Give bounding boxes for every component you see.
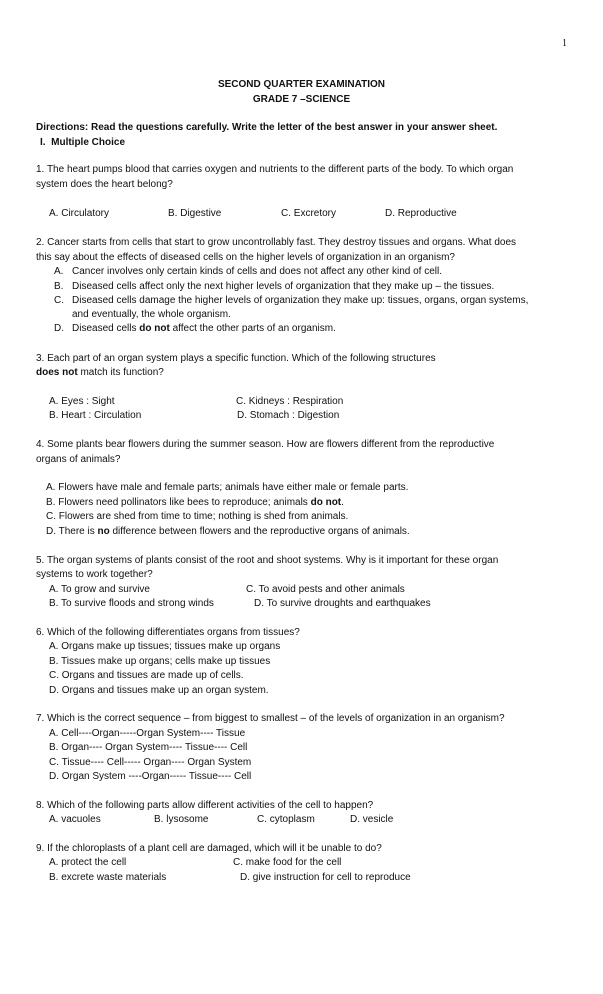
option-d: D. vesicle (350, 814, 394, 825)
option-c: C. To avoid pests and other animals (246, 584, 405, 595)
exam-subtitle: GRADE 7 –SCIENCE (252, 94, 351, 105)
option-b: B. To survive floods and strong winds (49, 598, 214, 609)
option-d: D. Organ System ----Organ----- Tissue---- Cell (49, 771, 252, 782)
exam-title: SECOND QUARTER EXAMINATION (217, 79, 386, 90)
option-d: D. To survive droughts and earthquakes (254, 598, 431, 609)
option-c: C. Kidneys : Respiration (236, 396, 344, 407)
option-a: A. To grow and survive (49, 584, 150, 595)
option-d: D. Stomach : Digestion (237, 410, 340, 421)
option-letter-b: B. (54, 281, 64, 292)
question-text: 3. Each part of an organ system plays a specific function. Which of the following structures (36, 353, 436, 364)
option-d: D. There is no difference between flowers and the reproductive organs of animals. (46, 526, 410, 537)
option-a: A. protect the cell (49, 857, 127, 868)
option-b: Diseased cells affect only the next higher levels of organization that they make up – the tissues. (72, 281, 495, 292)
question-text: organs of animals? (36, 454, 121, 465)
option-letter-a: A. (54, 266, 64, 277)
option-c: C. make food for the cell (233, 857, 342, 868)
question-text: 6. Which of the following differentiates organs from tissues? (36, 627, 300, 638)
option-c: C. Excretory (281, 208, 337, 219)
question-text: 5. The organ systems of plants consist of the root and shoot systems. Why is it important for these organ (36, 555, 499, 566)
option-letter-c: C. (54, 295, 64, 306)
option-c: C. Tissue---- Cell----- Organ---- Organ System (49, 757, 252, 768)
option-b: B. Organ---- Organ System---- Tissue---- Cell (49, 742, 248, 753)
question-text: 7. Which is the correct sequence – from biggest to smallest – of the levels of organization in an organism? (36, 713, 505, 724)
question-text: 4. Some plants bear flowers during the summer season. How are flowers different from the reproductive (36, 439, 495, 450)
option-letter-d: D. (54, 323, 64, 334)
option-c: C. Flowers are shed from time to time; nothing is shed from animals. (46, 511, 349, 522)
question-text: 9. If the chloroplasts of a plant cell are damaged, which will it be unable to do? (36, 843, 382, 854)
option-a: A. Eyes : Sight (49, 396, 115, 407)
option-b: B. excrete waste materials (49, 872, 167, 883)
question-text: 2. Cancer starts from cells that start to grow uncontrollably fast. They destroy tissues and organs. What does (36, 237, 517, 248)
option-c: C. cytoplasm (257, 814, 315, 825)
option-b: B. Heart : Circulation (49, 410, 142, 421)
option-b: B. Tissues make up organs; cells make up tissues (49, 656, 271, 667)
option-d: Diseased cells do not affect the other parts of an organism. (72, 323, 336, 334)
section-number: I. (40, 137, 46, 148)
option-b: B. Digestive (168, 208, 222, 219)
question-text: does not match its function? (36, 367, 164, 378)
section-heading (40, 136, 125, 149)
option-a: A. Flowers have male and female parts; animals have either male or female parts. (46, 482, 409, 493)
question-text: 1. The heart pumps blood that carries oxygen and nutrients to the different parts of the body. To which organ (36, 164, 514, 175)
page-number: 1 (562, 38, 567, 49)
option-c: C. Organs and tissues are made up of cells. (49, 670, 244, 681)
option-d: D. Reproductive (385, 208, 457, 219)
option-a: Cancer involves only certain kinds of cells and does not affect any other kind of cell. (72, 266, 443, 277)
option-b: B. Flowers need pollinators like bees to reproduce; animals do not. (46, 497, 344, 508)
question-text: this say about the effects of diseased cells on the higher levels of organization in an organism? (36, 252, 455, 263)
option-d: D. give instruction for cell to reproduce (240, 872, 411, 883)
option-a: A. Organs make up tissues; tissues make up organs (49, 641, 281, 652)
option-c: Diseased cells damage the higher levels of organization they make up: tissues, organs, organ systems, (72, 295, 529, 306)
question-text: 8. Which of the following parts allow different activities of the cell to happen? (36, 800, 374, 811)
question-text: system does the heart belong? (36, 179, 173, 190)
section-label: Multiple Choice (51, 137, 126, 148)
question-text: systems to work together? (36, 569, 153, 580)
option-a: A. Cell----Organ-----Organ System---- Tissue (49, 728, 246, 739)
option-c-continued: and eventually, the whole organism. (72, 309, 231, 320)
option-b: B. lysosome (154, 814, 209, 825)
option-d: D. Organs and tissues make up an organ system. (49, 685, 269, 696)
option-a: A. Circulatory (49, 208, 110, 219)
directions: Directions: Read the questions carefully. Write the letter of the best answer in your answer sheet. (36, 122, 498, 133)
option-a: A. vacuoles (49, 814, 101, 825)
